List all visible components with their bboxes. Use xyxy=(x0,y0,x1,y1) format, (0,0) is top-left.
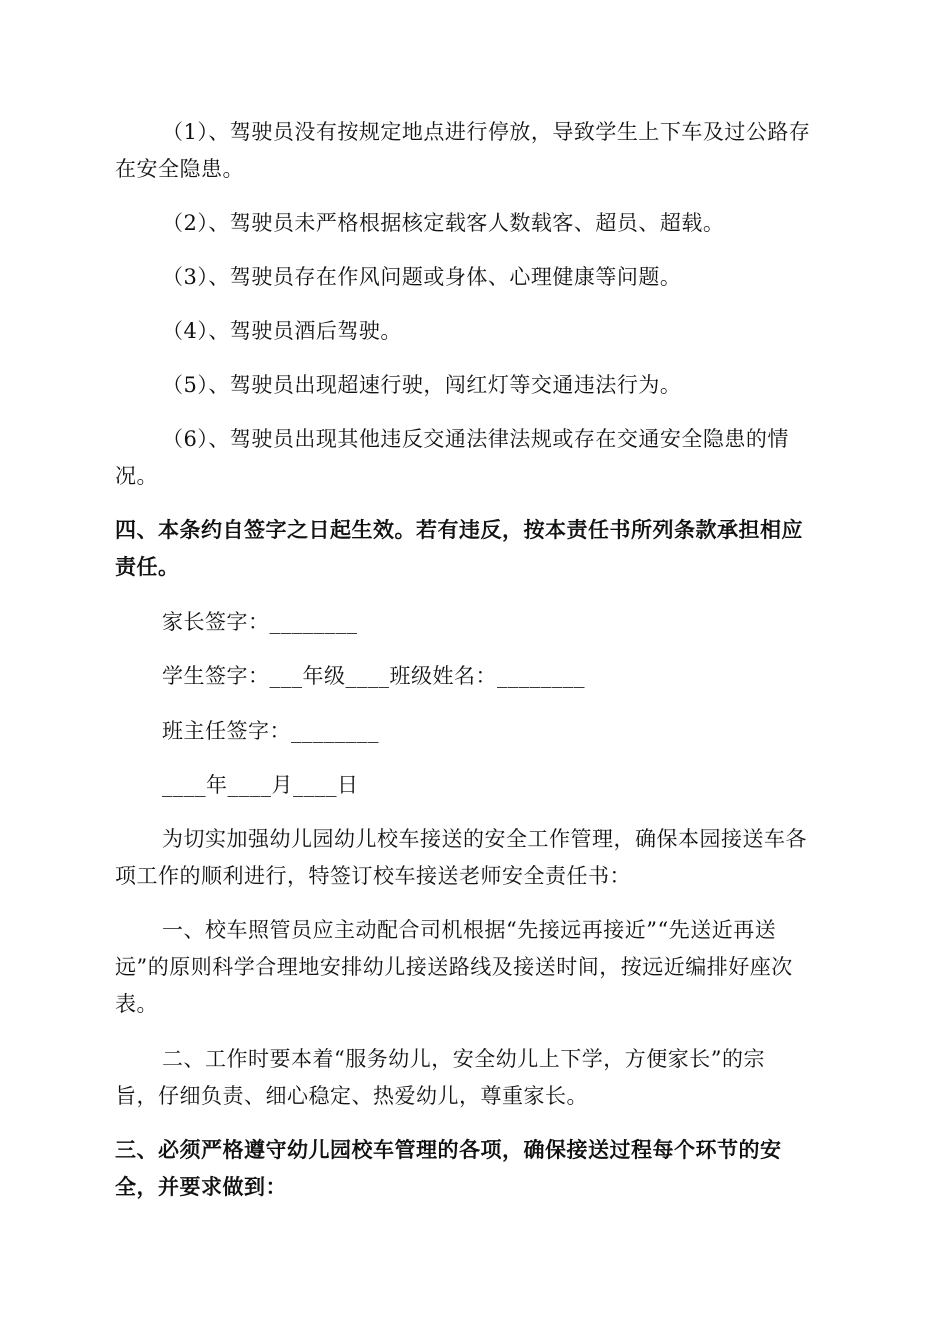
item-6-line-2: 况。 xyxy=(115,464,158,488)
clause-1-line-2: 远”的原则科学合理地安排幼儿接送路线及接送时间，按远近编排好座次 xyxy=(115,955,793,979)
student-signature: 学生签字：___年级____班级姓名：________ xyxy=(162,664,585,688)
clause-1-line-3: 表。 xyxy=(115,992,158,1016)
clause-3-line-2: 全，并要求做到： xyxy=(115,1174,287,1199)
intro-line-1: 为切实加强幼儿园幼儿校车接送的安全工作管理，确保本园接送车各 xyxy=(162,827,807,851)
teacher-signature: 班主任签字：________ xyxy=(162,719,379,743)
item-6-line-1: （6）、驾驶员出现其他违反交通法律法规或存在交通安全隐患的情 xyxy=(162,427,789,451)
clause-2-line-2: 旨，仔细负责、细心稳定、热爱幼儿，尊重家长。 xyxy=(115,1084,588,1108)
item-5: （5）、驾驶员出现超速行驶，闯红灯等交通违法行为。 xyxy=(162,373,682,397)
parent-signature: 家长签字：________ xyxy=(162,610,358,634)
item-3: （3）、驾驶员存在作风问题或身体、心理健康等问题。 xyxy=(162,265,682,289)
item-1-line-2: 在安全隐患。 xyxy=(115,157,244,181)
intro-line-2: 项工作的顺利进行，特签订校车接送老师安全责任书： xyxy=(115,864,631,888)
section-4-line-2: 责任。 xyxy=(115,554,180,579)
item-4: （4）、驾驶员酒后驾驶。 xyxy=(162,319,402,343)
item-1-line-1: （1）、驾驶员没有按规定地点进行停放，导致学生上下车及过公路存 xyxy=(162,120,811,144)
clause-2-line-1: 二、工作时要本着“服务幼儿，安全幼儿上下学，方便家长”的宗 xyxy=(162,1047,765,1071)
section-4-line-1: 四、本条约自签字之日起生效。若有违反，按本责任书所列条款承担相应 xyxy=(115,517,803,542)
clause-1-line-1: 一、校车照管员应主动配合司机根据“先接远再接近”“先送近再送 xyxy=(162,918,777,942)
clause-3-line-1: 三、必须严格遵守幼儿园校车管理的各项，确保接送过程每个环节的安 xyxy=(115,1137,782,1162)
item-2: （2）、驾驶员未严格根据核定载客人数载客、超员、超载。 xyxy=(162,211,725,235)
signature-date: ____年____月____日 xyxy=(162,773,359,797)
